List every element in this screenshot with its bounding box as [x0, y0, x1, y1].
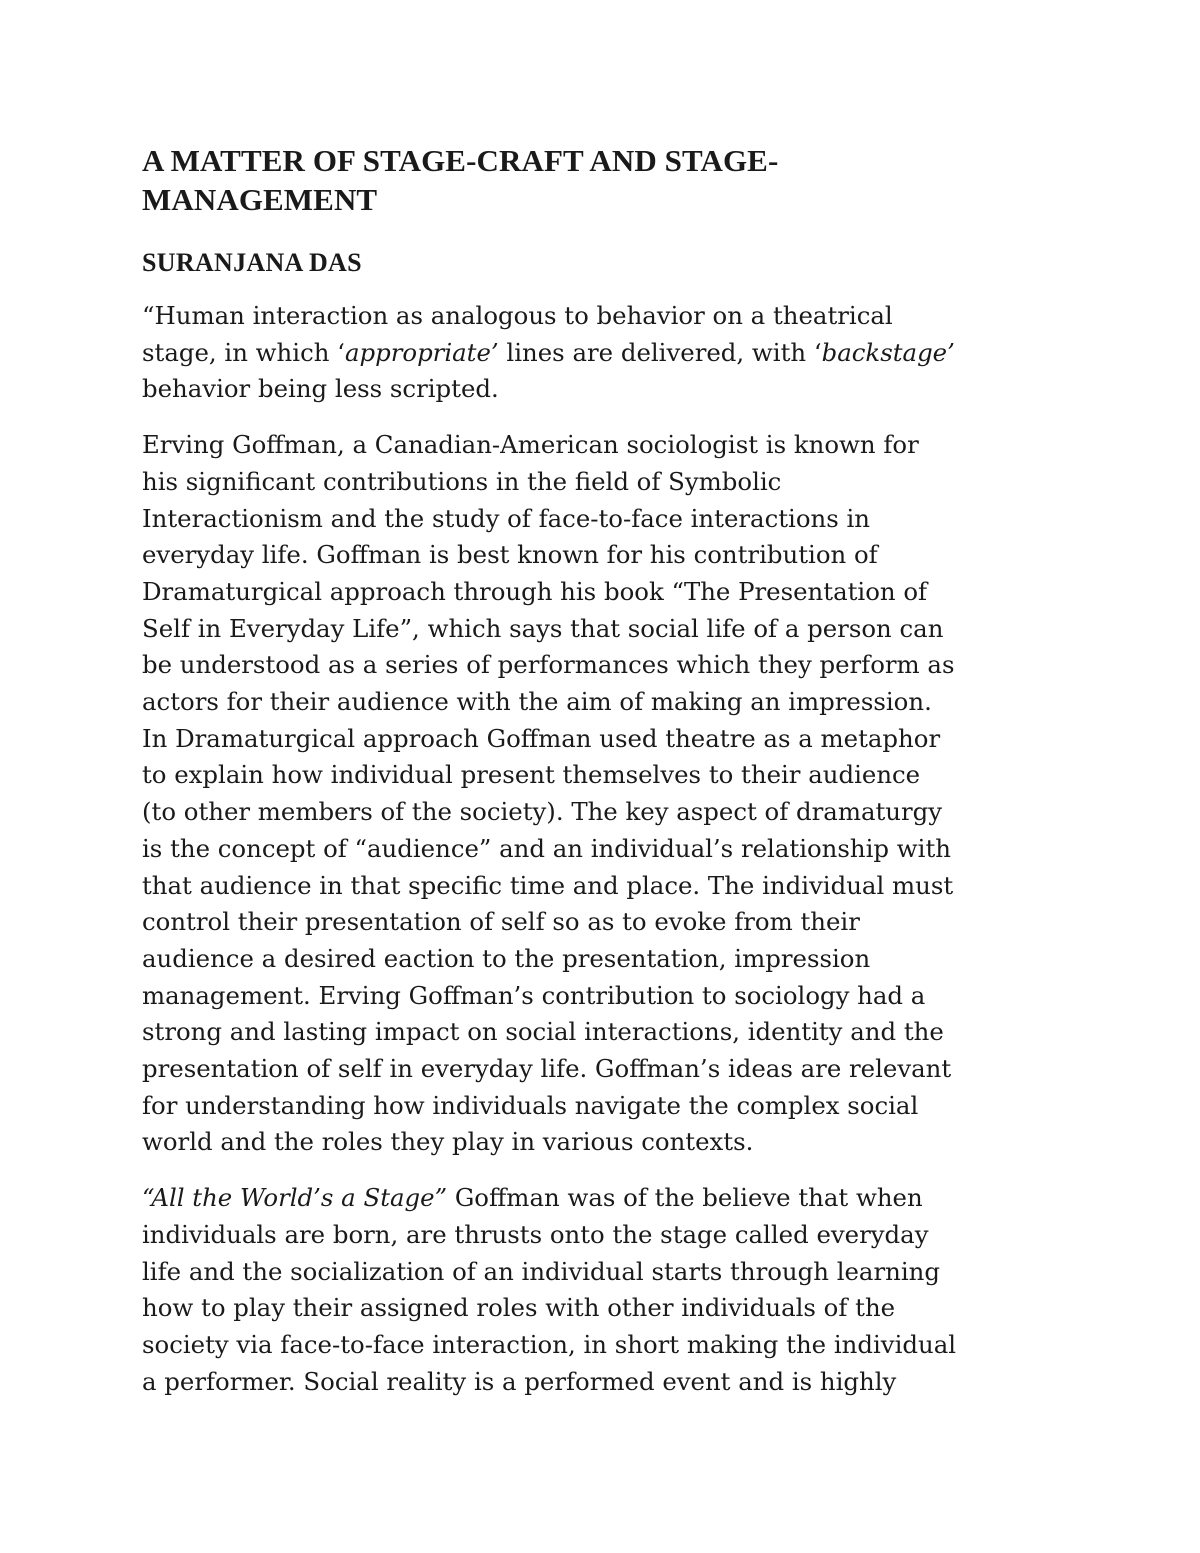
title-line-1: A MATTER OF STAGE-CRAFT AND STAGE-	[142, 143, 779, 178]
paragraph-line: be understood as a series of performances which they perform as	[142, 650, 955, 680]
paragraph-quote	[142, 298, 1067, 408]
paragraph-line: his significant contributions in the field of Symbolic	[142, 466, 782, 496]
paragraph-line: life and the socialization of an individual starts through learning	[142, 1256, 940, 1286]
paragraph-line	[142, 335, 1067, 372]
paragraph-line: control their presentation of self so as to evoke from their	[142, 907, 860, 937]
paragraph-line: Erving Goffman, a Canadian-American sociologist is known for	[142, 430, 919, 460]
paragraph-line: is the concept of “audience” and an individual’s relationship with	[142, 833, 951, 863]
author-name: SURANJANA DAS	[142, 248, 362, 277]
paragraph-line: “Human interaction as analogous to behavior on a theatrical	[142, 301, 893, 330]
paragraph-line: to explain how individual present themselves to their audience	[142, 760, 921, 790]
paragraph-line: Interactionism and the study of face-to-face interactions in	[142, 503, 871, 533]
title-line-2: MANAGEMENT	[142, 182, 378, 217]
paragraph-goffman-intro	[142, 427, 1067, 1161]
text-segment: lines are delivered, with ‘	[498, 337, 822, 367]
paragraph-all-the-world	[142, 1180, 1067, 1400]
paragraph-line: everyday life. Goffman is best known for his contribution of	[142, 540, 878, 570]
text-segment: stage, in which ‘	[142, 337, 345, 367]
paragraph-line: a performer. Social reality is a performed event and is highly	[142, 1366, 897, 1396]
paragraph-line: (to other members of the society). The key aspect of dramaturgy	[142, 797, 943, 827]
document-title	[142, 141, 1067, 219]
paragraph-line: world and the roles they play in various contexts.	[142, 1127, 754, 1157]
paragraph-line: In Dramaturgical approach Goffman used theatre as a metaphor	[142, 723, 941, 753]
paragraph-line: presentation of self in everyday life. Goffman’s ideas are relevant	[142, 1054, 952, 1084]
paragraph-line: strong and lasting impact on social interactions, identity and the	[142, 1017, 944, 1047]
paragraph-line: audience a desired eaction to the presentation, impression	[142, 943, 871, 973]
italic-term-backstage: backstage’	[821, 337, 955, 367]
paragraph-line: how to play their assigned roles with other individuals of the	[142, 1293, 896, 1323]
italic-term-appropriate: appropriate’	[344, 337, 499, 367]
paragraph-line: for understanding how individuals navigate the complex social	[142, 1090, 919, 1120]
paragraph-line: individuals are born, are thrusts onto the stage called everyday	[142, 1219, 929, 1249]
paragraph-line: actors for their audience with the aim of making an impression.	[142, 687, 932, 717]
paragraph-line: management. Erving Goffman’s contribution to sociology had a	[142, 980, 926, 1010]
paragraph-line: Dramaturgical approach through his book “The Presentation of	[142, 576, 928, 606]
paragraph-line: Self in Everyday Life”, which says that social life of a person can	[142, 613, 944, 643]
paragraph-line: that audience in that specific time and place. The individual must	[142, 870, 954, 900]
italic-quote-all-the-worlds-a-stage: “All the World’s a Stage”	[142, 1183, 448, 1213]
paragraph-line: behavior being less scripted.	[142, 374, 499, 404]
paragraph-line: society via face-to-face interaction, in short making the individual	[142, 1329, 957, 1359]
paragraph-line	[142, 1180, 1067, 1217]
document-body	[142, 141, 1067, 1400]
text-segment: Goffman was of the believe that when	[447, 1183, 923, 1213]
